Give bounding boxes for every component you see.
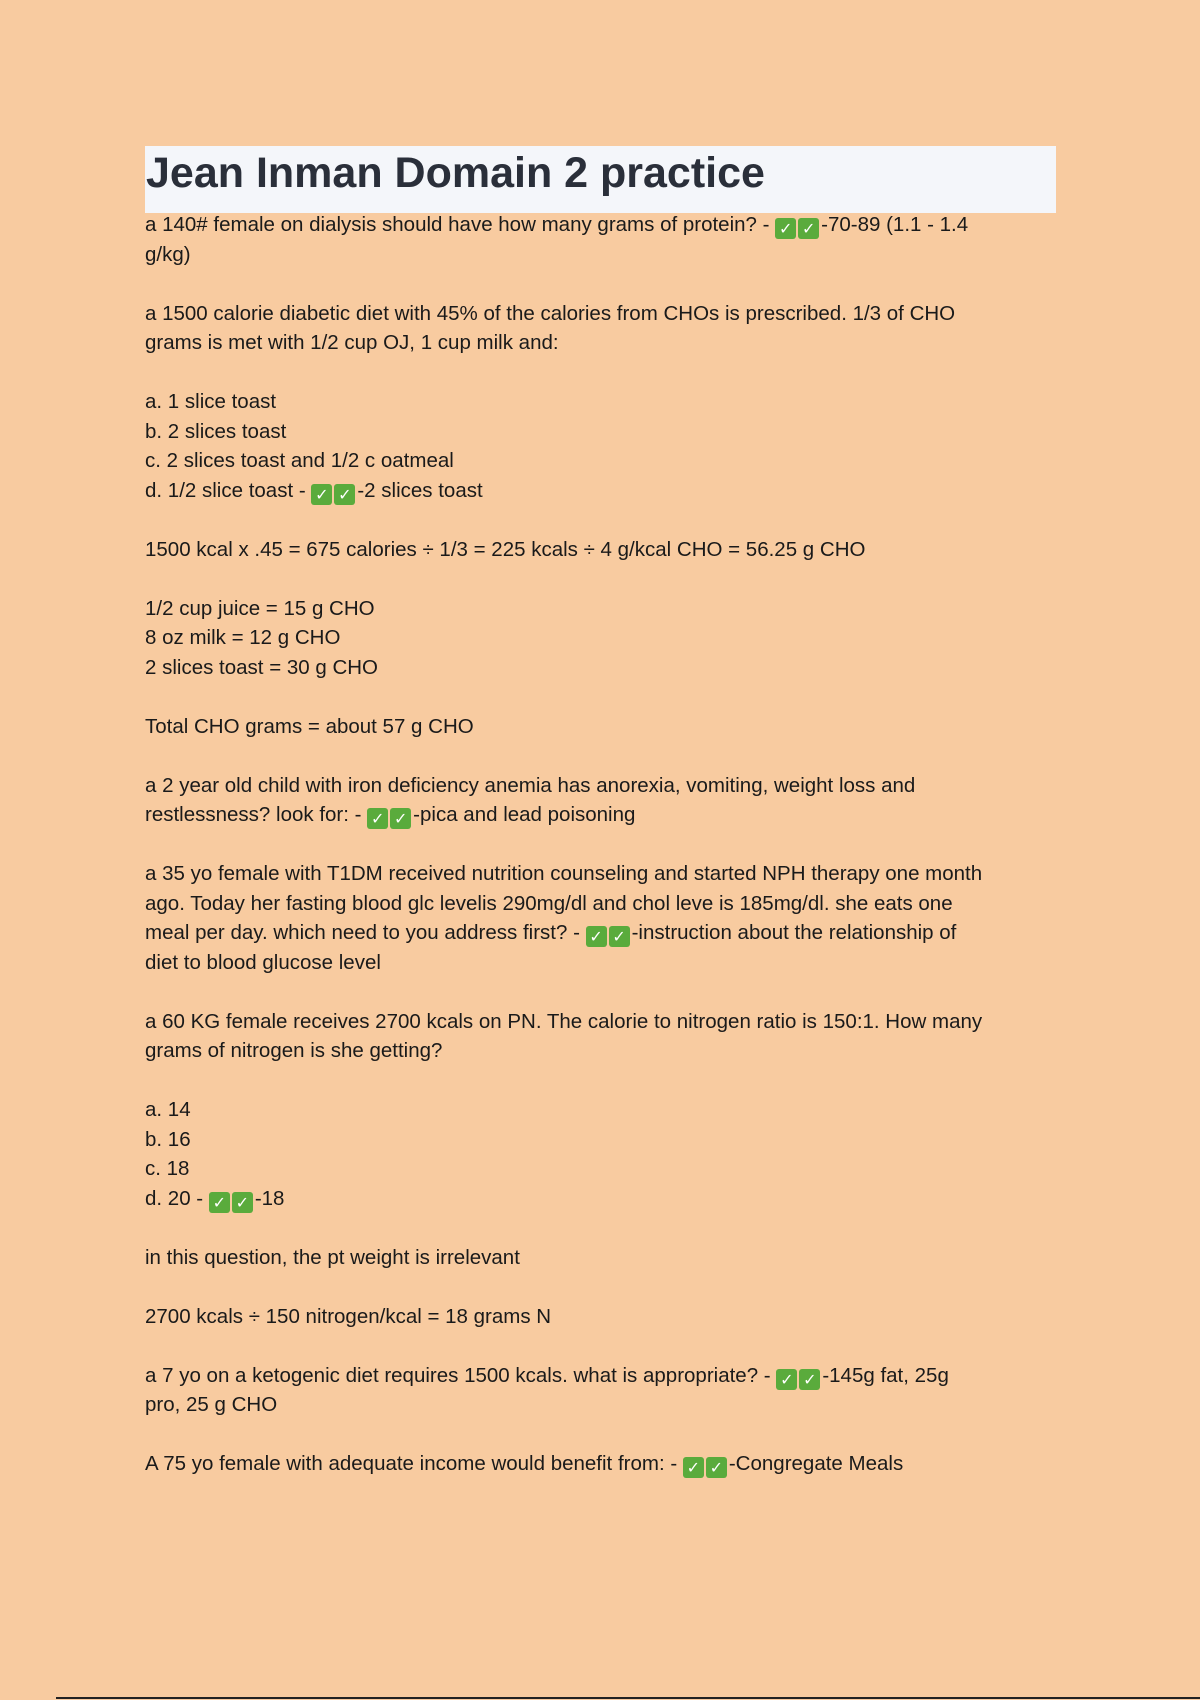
check-icon: ✓ (776, 1369, 797, 1390)
cho-breakdown (145, 594, 1060, 683)
check-icon: ✓ (390, 808, 411, 829)
question-text: a 2 year old child with iron deficiency anemia has anorexia, vomiting, weight loss and (145, 773, 916, 797)
check-icon: ✓ (683, 1457, 704, 1478)
option-a: a. 14 (145, 1098, 191, 1121)
options-diabetic-diet (145, 387, 1060, 505)
milk-line: 8 oz milk = 12 g CHO (145, 626, 341, 649)
check-icon: ✓ (232, 1192, 253, 1213)
check-icon: ✓ (609, 926, 630, 947)
check-icon: ✓ (798, 218, 819, 239)
toast-line: 2 slices toast = 30 g CHO (145, 655, 379, 679)
check-icon: ✓ (334, 484, 355, 505)
calculation-line: 2700 kcals ÷ 150 nitrogen/kcal = 18 grams N (145, 1304, 552, 1328)
answer-text: g/kg) (145, 242, 191, 266)
question-text: a 60 KG female receives 2700 kcals on PN. The calorie to nitrogen ratio is 150:1. How many (145, 1009, 983, 1033)
check-icon: ✓ (799, 1369, 820, 1390)
calculation-line: 1500 kcal x .45 = 675 calories ÷ 1/3 = 225 kcals ÷ 4 g/kcal CHO = 56.25 g CHO (145, 537, 866, 561)
option-d: d. 1/2 slice toast - ✓ ✓ -2 slices toast (145, 478, 483, 504)
check-icon: ✓ (706, 1457, 727, 1478)
question-t1dm (145, 859, 1060, 977)
answer-text: diet to blood glucose level (145, 950, 381, 974)
answer-text: -2 slices toast (357, 478, 483, 502)
check-icon: ✓ (209, 1192, 230, 1213)
question-iron-deficiency (145, 771, 1060, 830)
question-congregate (145, 1449, 1060, 1479)
option-a: a. 1 slice toast (145, 390, 277, 413)
note-line: in this question, the pt weight is irrelevant (145, 1245, 520, 1269)
page-title: Jean Inman Domain 2 practice (146, 149, 765, 197)
options-nitrogen (145, 1095, 1060, 1213)
answer-text: -pica and lead poisoning (413, 803, 636, 826)
option-c: c. 2 slices toast and 1/2 c oatmeal (145, 449, 454, 472)
answer-text: -instruction about the relationship of (631, 921, 957, 944)
check-icon: ✓ (586, 926, 607, 947)
question-text: restlessness? look for: - (145, 803, 368, 826)
question-text: a 7 yo on a ketogenic diet requires 1500 kcals. what is appropriate? - (145, 1363, 777, 1387)
question-ketogenic (145, 1361, 1060, 1420)
total-cho-line: Total CHO grams = about 57 g CHO (145, 714, 474, 738)
footer-divider (56, 1697, 1200, 1699)
question-text: grams of nitrogen is she getting? (145, 1039, 443, 1062)
question-text: a 140# female on dialysis should have how many grams of protein? - (145, 213, 776, 236)
question-text: a 35 yo female with T1DM received nutrition counseling and started NPH therapy one month (145, 862, 983, 885)
answer-text: -70-89 (1.1 - 1.4 (821, 213, 969, 236)
question-diabetic-diet (145, 299, 1060, 358)
question-text: a 1500 calorie diabetic diet with 45% of the calories from CHOs is prescribed. 1/3 of CHO (145, 301, 956, 325)
question-text: ago. Today her fasting blood glc levelis 290mg/dl and chol leve is 185mg/dl. she eats one (145, 891, 953, 915)
option-d: d. 20 - ✓ ✓ -18 (145, 1186, 285, 1212)
question-nitrogen (145, 1007, 1060, 1066)
check-icon: ✓ (367, 808, 388, 829)
check-icon: ✓ (311, 484, 332, 505)
question-dialysis-protein (145, 210, 1060, 269)
document-body (145, 210, 1060, 1508)
check-icon: ✓ (775, 218, 796, 239)
option-c: c. 18 (145, 1157, 190, 1180)
answer-text: -Congregate Meals (728, 1452, 904, 1475)
answer-text: pro, 25 g CHO (145, 1393, 278, 1416)
question-text: meal per day. which need to you address first? - (145, 921, 586, 944)
question-text: A 75 yo female with adequate income would benefit from: - (145, 1452, 683, 1475)
question-text: grams is met with 1/2 cup OJ, 1 cup milk and: (145, 331, 559, 354)
juice-line: 1/2 cup juice = 15 g CHO (145, 596, 375, 620)
option-b: b. 16 (145, 1127, 191, 1151)
answer-text: -18 (254, 1186, 285, 1210)
answer-text: -145g fat, 25g (822, 1363, 949, 1387)
option-b: b. 2 slices toast (145, 419, 287, 443)
